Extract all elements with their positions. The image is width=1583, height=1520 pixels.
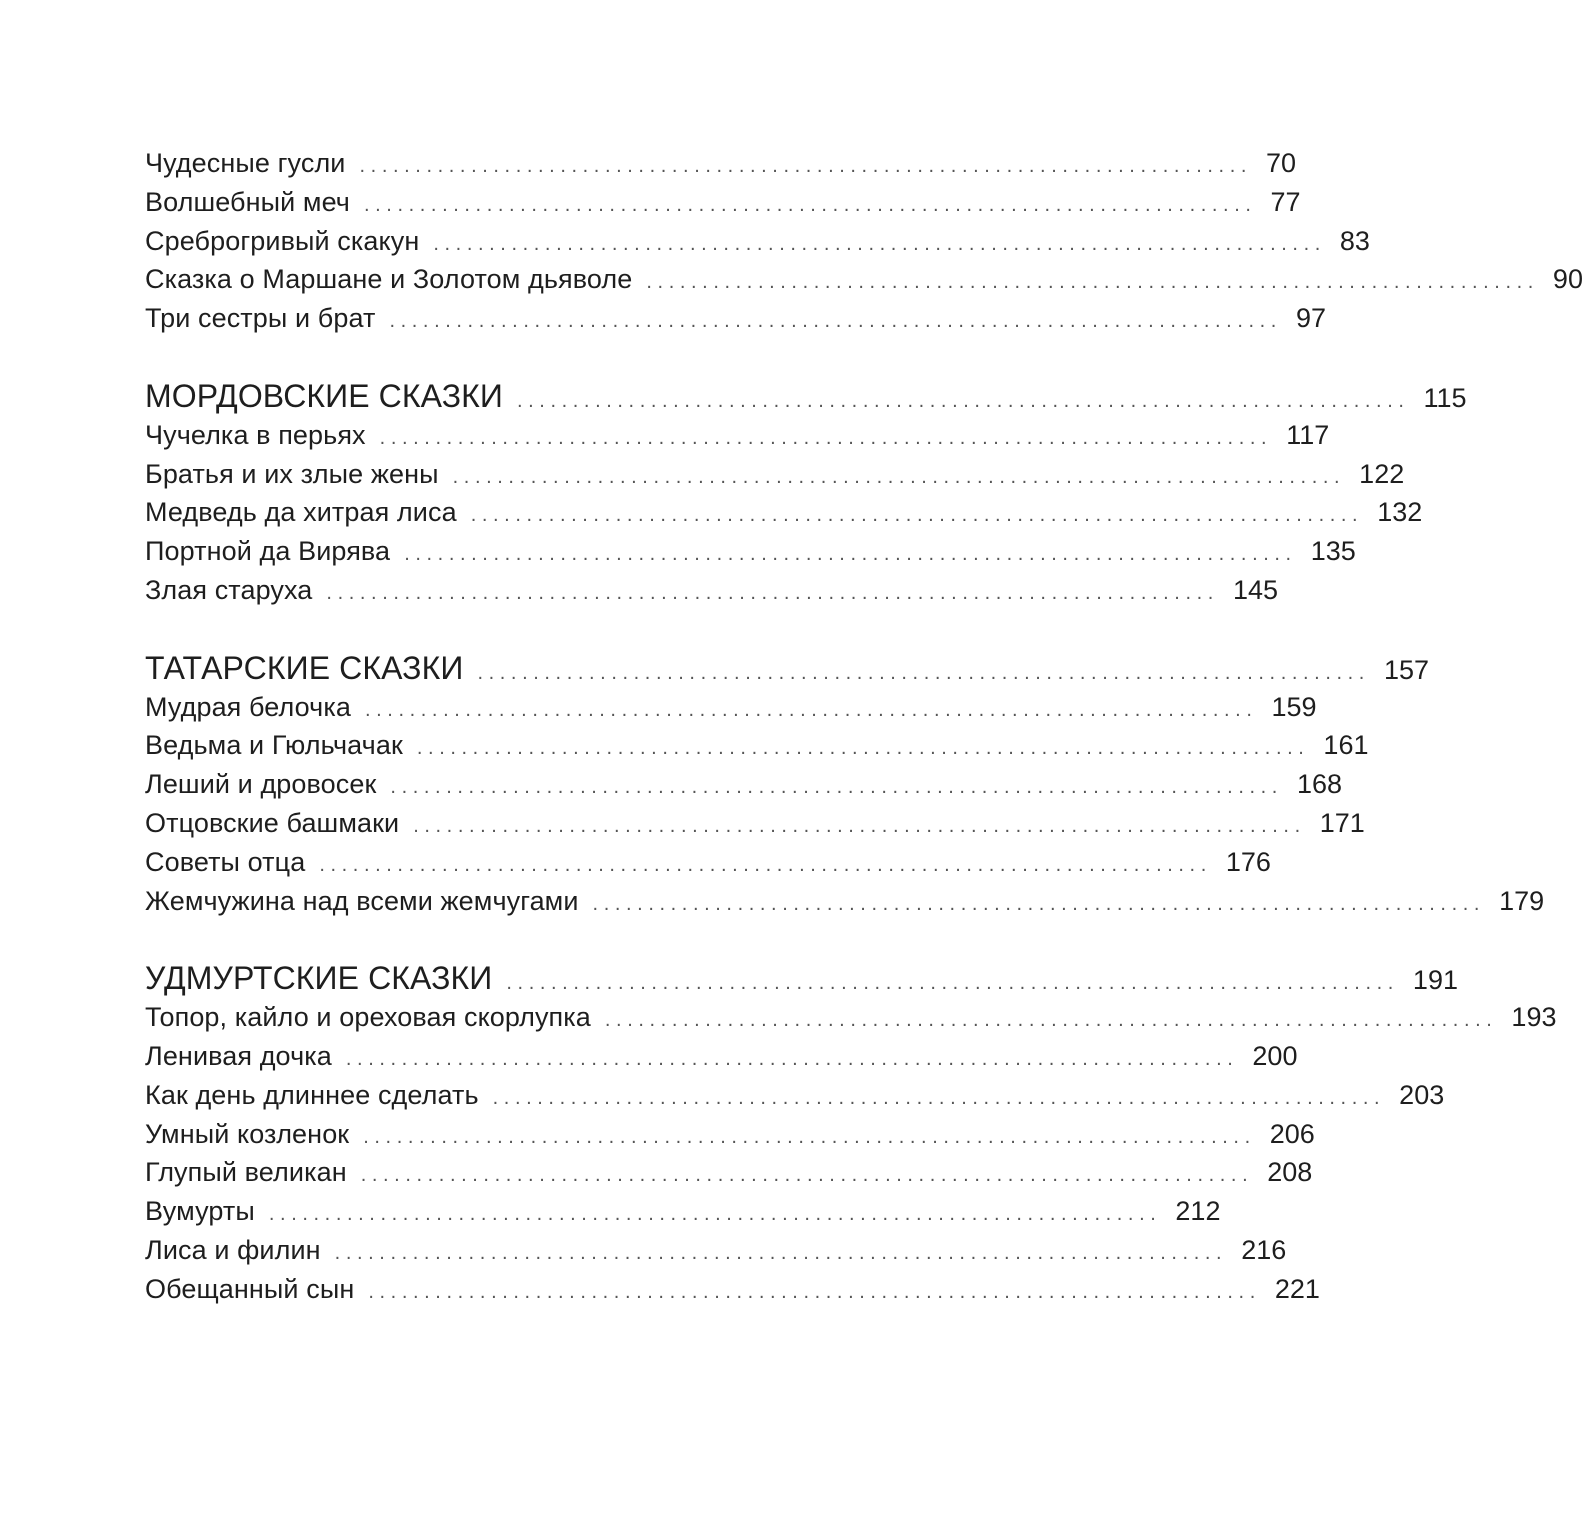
toc-entry-page: 132 — [1377, 497, 1423, 528]
toc-entry-page: 193 — [1511, 1002, 1557, 1033]
section-heading[interactable] — [145, 377, 1467, 416]
toc-entry-title: Злая старуха — [145, 574, 313, 605]
toc-entry-title: Ведьма и Гюльчачак — [145, 730, 403, 761]
toc-entry-title: Среброгривый скакун — [145, 225, 420, 256]
toc-entry[interactable] — [145, 455, 1405, 494]
toc-entry-title: Три сестры и брат — [145, 303, 376, 334]
toc-entry[interactable] — [145, 998, 1557, 1037]
toc-entry-page: 70 — [1266, 148, 1297, 178]
toc-entry[interactable] — [145, 222, 1370, 261]
dot-leader: ................................................................................ — [604, 1009, 1498, 1032]
toc-entry[interactable] — [145, 183, 1301, 222]
toc-entry-title: Сказка о Маршане и Золотом дьяволе — [145, 264, 633, 295]
toc-entry-page: 122 — [1359, 458, 1405, 489]
dot-leader: ................................................................................ — [492, 1086, 1386, 1109]
toc-entry-page: 212 — [1175, 1196, 1221, 1227]
toc-group-continued — [145, 144, 1583, 338]
toc-entry-title: Вумурты — [145, 1196, 255, 1227]
toc-entry-title: Волшебный меч — [145, 186, 350, 217]
dot-leader: ................................................................................ — [363, 193, 1257, 216]
toc-entry-page: 159 — [1271, 691, 1317, 722]
toc-entry[interactable] — [145, 1115, 1315, 1154]
dot-leader: ................................................................................ — [379, 426, 1273, 449]
toc-entry[interactable] — [145, 765, 1343, 804]
section-heading[interactable] — [145, 959, 1458, 998]
section-spacer — [145, 920, 880, 959]
toc-entry-title: Чудесные гусли — [145, 148, 346, 178]
dot-leader: ................................................................................ — [452, 465, 1346, 488]
section-page: 191 — [1412, 965, 1458, 996]
toc-entry-title: Портной да Вирява — [145, 536, 391, 567]
toc-entry-page: 97 — [1295, 303, 1327, 334]
toc-entry-title: Советы отца — [145, 846, 306, 877]
toc-entry[interactable] — [145, 416, 1330, 455]
toc-entry[interactable] — [145, 882, 1545, 921]
toc-entry-page: 135 — [1310, 536, 1356, 567]
toc-entry-title: Как день длиннее сделать — [145, 1079, 479, 1110]
dot-leader: ................................................................................ — [319, 853, 1212, 876]
toc-entry-page: 90 — [1552, 264, 1583, 295]
toc-entry[interactable] — [145, 144, 1297, 183]
table-of-contents — [145, 144, 1583, 1309]
toc-entry[interactable] — [145, 1037, 1298, 1076]
dot-leader: ................................................................................ — [506, 972, 1399, 995]
dot-leader: ................................................................................ — [359, 155, 1253, 177]
toc-entry[interactable] — [145, 726, 1369, 765]
section-title: МОРДОВСКИЕ СКАЗКИ — [145, 377, 503, 414]
toc-entry-page: 179 — [1499, 885, 1545, 916]
toc-entry-title: Медведь да хитрая лиса — [145, 497, 457, 528]
dot-leader: ................................................................................ — [360, 1164, 1254, 1187]
dot-leader: ................................................................................ — [477, 661, 1370, 684]
section-title: ТАТАРСКИЕ СКАЗКИ — [145, 649, 464, 686]
toc-entry[interactable] — [145, 1231, 1287, 1270]
toc-entry[interactable] — [145, 843, 1271, 882]
dot-leader: ................................................................................ — [433, 232, 1326, 255]
dot-leader: ................................................................................ — [268, 1203, 1162, 1226]
toc-entry-page: 221 — [1274, 1273, 1320, 1304]
toc-entry[interactable] — [145, 1153, 1313, 1192]
dot-leader: ................................................................................ — [389, 310, 1282, 333]
toc-entry-page: 200 — [1252, 1040, 1298, 1071]
dot-leader: ................................................................................ — [592, 892, 1486, 915]
toc-entry-title: Глупый великан — [145, 1157, 347, 1188]
toc-entry-title: Умный козленок — [145, 1118, 350, 1149]
dot-leader: ................................................................................ — [516, 389, 1410, 412]
toc-entry-page: 208 — [1267, 1157, 1313, 1188]
toc-entry-page: 216 — [1241, 1234, 1287, 1265]
toc-entry[interactable] — [145, 299, 1327, 338]
toc-entry-page: 145 — [1232, 574, 1278, 605]
dot-leader: ................................................................................ — [345, 1047, 1239, 1070]
toc-entry-title: Братья и их злые жены — [145, 458, 439, 489]
section-page: 157 — [1383, 654, 1430, 685]
toc-entry[interactable] — [145, 1192, 1221, 1231]
toc-entry-page: 171 — [1319, 807, 1365, 838]
toc-entry[interactable] — [145, 688, 1317, 727]
toc-entry-page: 161 — [1323, 730, 1369, 761]
toc-entry[interactable] — [145, 532, 1356, 571]
toc-entry-title: Мудрая белочка — [145, 691, 351, 722]
dot-leader: ................................................................................ — [416, 737, 1310, 760]
toc-entry-title: Обещанный сын — [145, 1273, 355, 1304]
dot-leader: ................................................................................ — [413, 814, 1306, 837]
section-spacer — [145, 610, 880, 649]
toc-section-mordovian — [145, 377, 1467, 610]
toc-entry-title: Чучелка в перьях — [145, 419, 366, 450]
dot-leader: ................................................................................ — [334, 1241, 1228, 1264]
dot-leader: ................................................................................ — [470, 504, 1364, 527]
dot-leader: ................................................................................ — [646, 271, 1539, 294]
toc-entry-title: Леший и дровосек — [145, 769, 377, 800]
toc-entry-page: 77 — [1270, 186, 1301, 217]
dot-leader: ................................................................................ — [404, 543, 1297, 566]
toc-entry-page: 83 — [1339, 225, 1370, 256]
section-spacer — [145, 338, 880, 377]
dot-leader: ................................................................................ — [390, 776, 1283, 799]
toc-entry-page: 176 — [1225, 846, 1271, 877]
toc-entry[interactable] — [145, 1270, 1320, 1309]
toc-entry-title: Топор, кайло и ореховая скорлупка — [145, 1002, 591, 1033]
dot-leader: ................................................................................ — [326, 581, 1219, 604]
section-page: 115 — [1423, 382, 1467, 413]
section-title: УДМУРТСКИЕ СКАЗКИ — [145, 960, 493, 997]
toc-entry-page: 206 — [1269, 1118, 1315, 1149]
toc-entry-page: 117 — [1286, 419, 1330, 450]
dot-leader: ................................................................................ — [368, 1280, 1261, 1303]
dot-leader: ................................................................................ — [363, 1125, 1256, 1148]
toc-entry-title: Лиса и филин — [145, 1234, 321, 1265]
toc-entry-title: Ленивая дочка — [145, 1040, 332, 1071]
toc-section-udmurt — [145, 959, 1557, 1308]
toc-entry[interactable] — [145, 1076, 1445, 1115]
section-heading[interactable] — [145, 649, 1430, 688]
toc-entry-page: 168 — [1296, 769, 1343, 800]
toc-entry-title: Отцовские башмаки — [145, 807, 400, 838]
toc-entry[interactable] — [145, 260, 1583, 299]
toc-entry-title: Жемчужина над всеми жемчугами — [145, 885, 579, 916]
toc-section-tatar — [145, 649, 1545, 921]
toc-entry[interactable] — [145, 804, 1365, 843]
toc-entry[interactable] — [145, 493, 1423, 532]
dot-leader: ................................................................................ — [364, 698, 1258, 721]
toc-entry[interactable] — [145, 571, 1278, 610]
toc-entry-page: 203 — [1399, 1079, 1445, 1110]
